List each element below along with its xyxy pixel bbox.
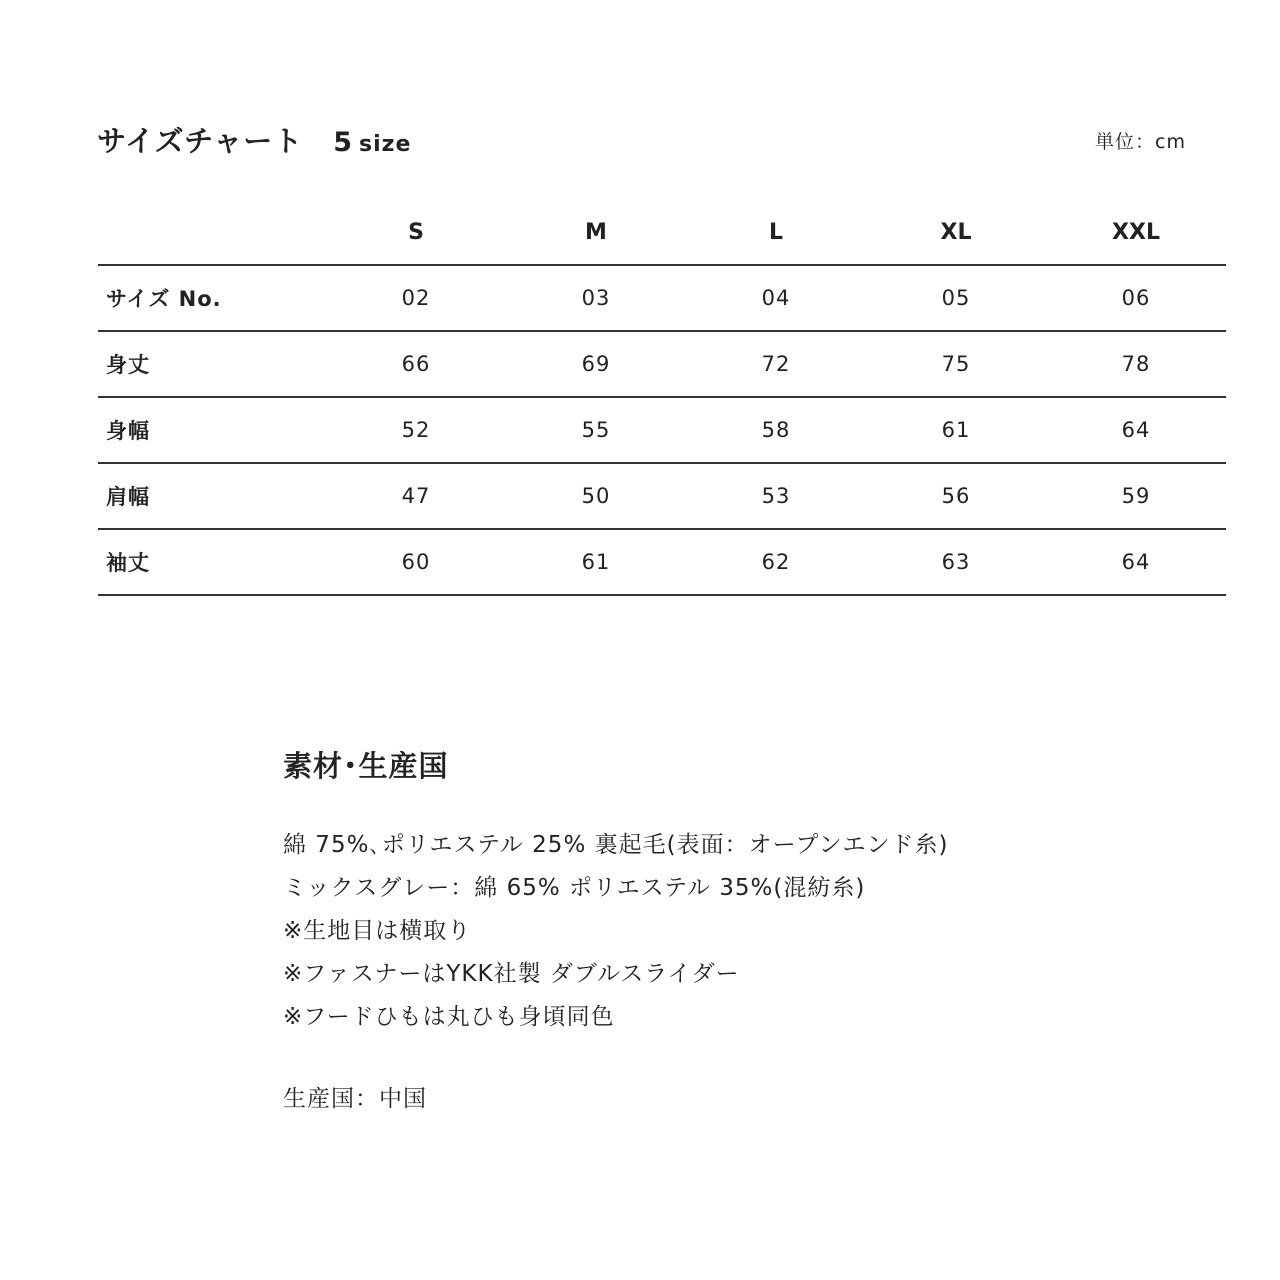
table-cell: 64 (1046, 529, 1226, 595)
size-word: size (359, 132, 412, 157)
header-row (98, 200, 1226, 265)
table-cell: 53 (686, 463, 866, 529)
table-row (98, 463, 1226, 529)
row-label: 身丈 (98, 331, 326, 397)
column-header: XXL (1046, 200, 1226, 265)
table-cell: 02 (326, 265, 506, 331)
table-cell: 55 (506, 397, 686, 463)
table-cell: 52 (326, 397, 506, 463)
title-text: サイズチャート (97, 124, 304, 158)
column-header: L (686, 200, 866, 265)
unit-label: 単位：cm (1095, 131, 1186, 153)
table-cell: 56 (866, 463, 1046, 529)
size-table (98, 200, 1226, 596)
table-cell: 69 (506, 331, 686, 397)
table-cell: 62 (686, 529, 866, 595)
table-cell: 06 (1046, 265, 1226, 331)
material-line: ※フードひもは丸ひも身頃同色 (283, 1004, 615, 1030)
material-line: ※ファスナーはYKK社製 ダブルスライダー (283, 961, 740, 987)
table-row (98, 265, 1226, 331)
table-row (98, 397, 1226, 463)
column-header: S (326, 200, 506, 265)
material-line: 綿 75%､ポリエステル 25% 裏起毛(表面：オープンエンド糸) (283, 832, 949, 858)
table-cell: 61 (866, 397, 1046, 463)
table-cell: 72 (686, 331, 866, 397)
table-cell: 05 (866, 265, 1046, 331)
table-cell: 59 (1046, 463, 1226, 529)
table-cell: 50 (506, 463, 686, 529)
table-cell: 58 (686, 397, 866, 463)
size-count: 5 (333, 127, 354, 158)
column-header: M (506, 200, 686, 265)
table-cell: 60 (326, 529, 506, 595)
page-title (97, 119, 411, 160)
table-cell: 64 (1046, 397, 1226, 463)
country-of-origin: 生産国：中国 (283, 1086, 427, 1112)
table-row (98, 331, 1226, 397)
row-label: 袖丈 (98, 529, 326, 595)
material-section-title: 素材･生産国 (283, 749, 449, 783)
header-corner (98, 200, 326, 265)
material-line: ミックスグレー：綿 65% ポリエステル 35%(混紡糸) (283, 875, 866, 901)
table-row (98, 529, 1226, 595)
row-label: 肩幅 (98, 463, 326, 529)
material-list (283, 826, 948, 1041)
table-cell: 04 (686, 265, 866, 331)
table-cell: 03 (506, 265, 686, 331)
table-cell: 66 (326, 331, 506, 397)
table-cell: 61 (506, 529, 686, 595)
table-cell: 78 (1046, 331, 1226, 397)
material-line: ※生地目は横取り (283, 918, 472, 944)
column-header: XL (866, 200, 1046, 265)
table-cell: 47 (326, 463, 506, 529)
table-cell: 75 (866, 331, 1046, 397)
table-cell: 63 (866, 529, 1046, 595)
row-label: サイズ No. (98, 265, 326, 331)
row-label: 身幅 (98, 397, 326, 463)
